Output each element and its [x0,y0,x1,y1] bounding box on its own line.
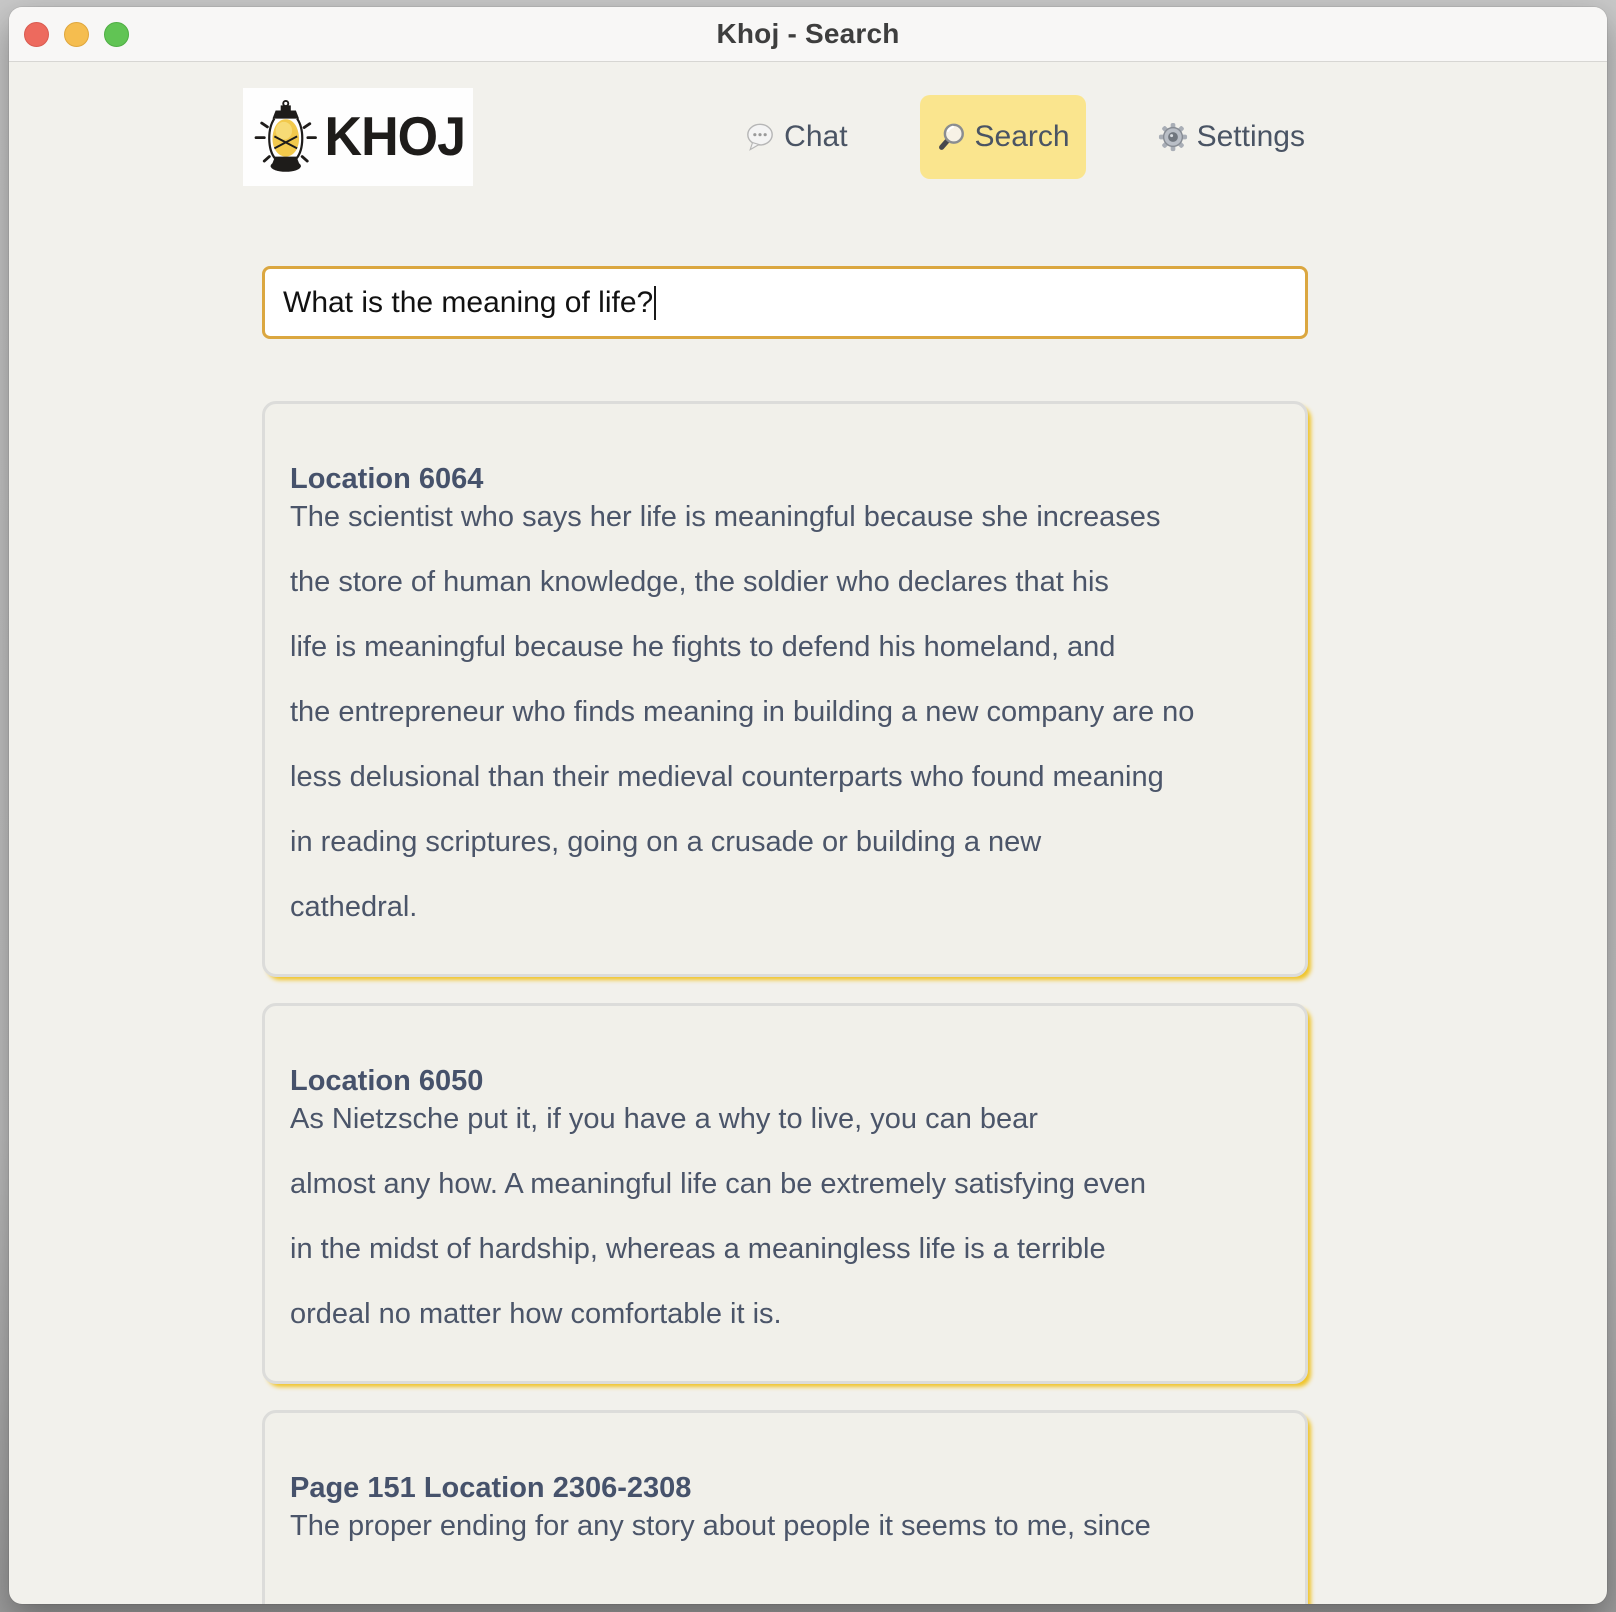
title-bar [9,7,1607,62]
search-icon [936,122,966,152]
header [243,88,1321,186]
nav-chat-label: Chat [784,120,848,153]
result-line: almost any how. A meaningful life can be extremely satisfying even [290,1168,1146,1200]
minimize-button[interactable] [64,22,89,47]
nav-settings-label: Settings [1196,120,1305,153]
gear-icon [1158,122,1188,152]
logo-wordmark: KHOJ [324,106,465,168]
traffic-lights [24,7,129,61]
nav-settings[interactable] [1142,95,1321,179]
result-heading: Page 151 Location 2306-2308 [290,1472,692,1504]
result-line: in the midst of hardship, whereas a meaningless life is a terrible [290,1233,1106,1265]
result-line: the store of human knowledge, the soldier who declares that his [290,566,1109,598]
result-line: As Nietzsche put it, if you have a why to live, you can bear [290,1103,1038,1135]
result-heading: Location 6064 [290,463,484,495]
search-result-card [262,1003,1308,1384]
result-line: less delusional than their medieval counterparts who found meaning [290,761,1164,793]
result-line: cathedral. [290,891,418,923]
result-line: ordeal no matter how comfortable it is. [290,1298,782,1330]
search-results [262,401,1308,1604]
nav-menu [729,95,1321,179]
nav-search[interactable] [920,95,1086,179]
chat-icon [745,122,775,152]
nav-search-label: Search [974,120,1070,153]
main-content [9,62,1607,1604]
lantern-icon [251,91,321,183]
result-heading: Location 6050 [290,1065,484,1097]
window-title: Khoj - Search [716,18,900,49]
result-line: The proper ending for any story about people it seems to me, since [290,1510,1151,1542]
nav-chat[interactable] [729,95,863,179]
result-line: in reading scriptures, going on a crusade or building a new [290,826,1042,858]
result-line: life is meaningful because he fights to defend his homeland, and [290,631,1116,663]
search-result-card [262,401,1308,977]
search-input[interactable] [262,266,1308,339]
result-line: The scientist who says her life is meaningful because she increases [290,501,1161,533]
zoom-button[interactable] [104,22,129,47]
text-caret [654,286,656,320]
app-window [9,7,1607,1604]
khoj-logo [243,88,473,186]
result-line: the entrepreneur who finds meaning in building a new company are no [290,696,1195,728]
close-button[interactable] [24,22,49,47]
search-result-card [262,1410,1308,1604]
search-query-text: What is the meaning of life? [283,285,654,319]
